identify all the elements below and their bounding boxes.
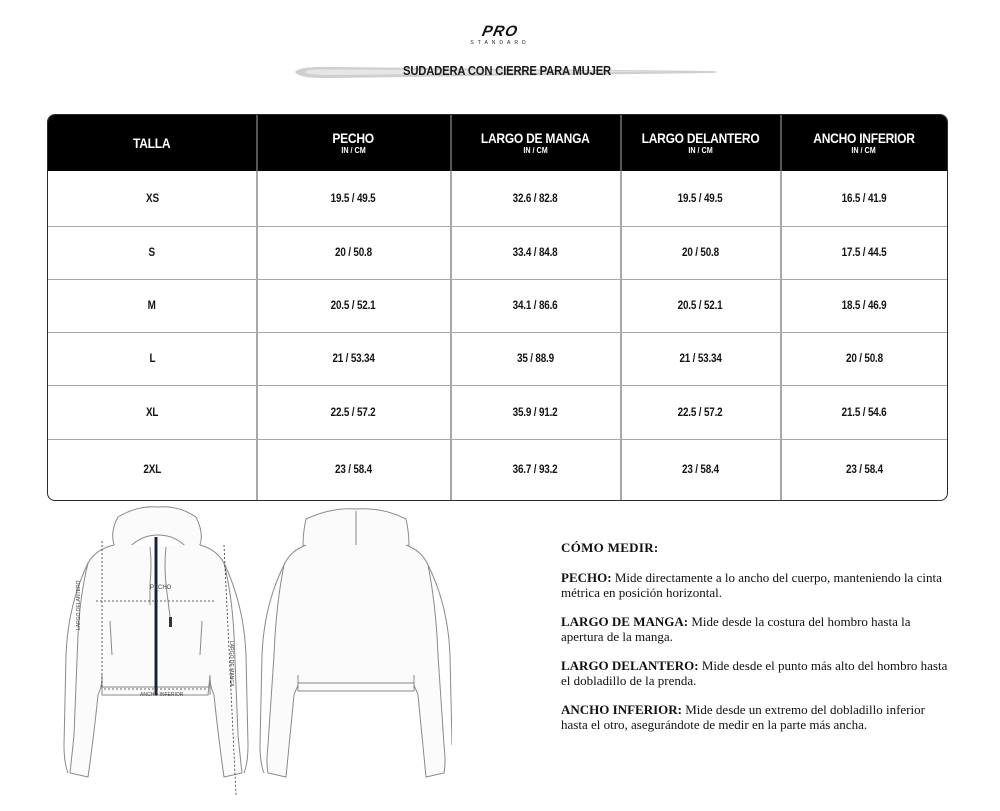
table-row bbox=[48, 171, 947, 226]
size-cell: 2XL bbox=[143, 464, 161, 476]
chest-cell: 20 / 50.8 bbox=[335, 247, 372, 259]
bottom-width-measure-label: ANCHO INFERIOR bbox=[140, 692, 184, 698]
header-pecho bbox=[257, 115, 450, 171]
front-length-cell: 20.5 / 52.1 bbox=[678, 300, 723, 312]
instruction-term: PECHO: bbox=[561, 570, 612, 585]
chest-measure-label: PECHO bbox=[150, 585, 172, 591]
header-label: TALLA bbox=[133, 135, 171, 151]
brand-tagline: STANDARD bbox=[470, 40, 530, 46]
instruction-term: LARGO DE MANGA: bbox=[561, 614, 689, 629]
size-cell: XS bbox=[145, 192, 159, 205]
header-largo-manga bbox=[451, 115, 620, 171]
instruction-item bbox=[561, 570, 951, 600]
front-length-cell: 22.5 / 57.2 bbox=[678, 406, 723, 419]
front-length-measure-label: LARGO DELANTERO bbox=[76, 580, 82, 630]
header-unit: IN / CM bbox=[851, 146, 877, 155]
table-row bbox=[48, 226, 947, 279]
front-length-cell: 20 / 50.8 bbox=[682, 247, 719, 259]
bottom-width-cell: 20 / 50.8 bbox=[845, 353, 883, 365]
sleeve-cell: 36.7 / 93.2 bbox=[513, 464, 558, 476]
sleeve-cell: 35.9 / 91.2 bbox=[513, 406, 558, 419]
chest-cell: 22.5 / 57.2 bbox=[331, 406, 376, 419]
instruction-text: Mide desde un extremo del dobladillo inferior hasta el otro, asegurándote de medir en la parte más ancha. bbox=[561, 702, 925, 732]
front-length-cell: 23 / 58.4 bbox=[682, 464, 719, 476]
header-ancho-inferior bbox=[781, 115, 947, 171]
header-label: LARGO DELANTERO bbox=[641, 130, 760, 146]
header-label: ANCHO INFERIOR bbox=[813, 130, 915, 146]
chest-cell: 23 / 58.4 bbox=[335, 464, 372, 476]
instructions-title: CÓMO MEDIR: bbox=[561, 540, 659, 555]
measurement-instructions bbox=[561, 540, 951, 746]
size-cell: S bbox=[148, 247, 156, 259]
chest-cell: 20.5 / 52.1 bbox=[331, 300, 376, 312]
header-largo-delantero bbox=[621, 115, 780, 171]
chest-cell: 21 / 53.34 bbox=[332, 353, 375, 365]
header-unit: IN / CM bbox=[688, 146, 713, 155]
size-chart-table bbox=[47, 114, 948, 501]
sleeve-cell: 33.4 / 84.8 bbox=[513, 247, 558, 259]
brand-logo bbox=[462, 25, 538, 53]
instruction-term: LARGO DELANTERO: bbox=[561, 658, 699, 673]
header-label: LARGO DE MANGA bbox=[481, 130, 590, 146]
page-title-banner bbox=[293, 62, 721, 82]
bottom-width-cell: 16.5 / 41.9 bbox=[841, 192, 887, 205]
bottom-width-cell: 17.5 / 44.5 bbox=[841, 247, 887, 259]
chest-cell: 19.5 / 49.5 bbox=[331, 192, 376, 205]
sleeve-cell: 35 / 88.9 bbox=[517, 353, 554, 365]
instruction-item bbox=[561, 702, 951, 732]
page-title: SUDADERA CON CIERRE PARA MUJER bbox=[403, 64, 611, 78]
sleeve-cell: 32.6 / 82.8 bbox=[513, 192, 558, 205]
table-header-row bbox=[48, 115, 947, 171]
instruction-item bbox=[561, 614, 951, 644]
header-unit: IN / CM bbox=[523, 146, 548, 155]
size-cell: L bbox=[149, 353, 155, 365]
bottom-width-cell: 21.5 / 54.6 bbox=[841, 406, 887, 419]
instruction-text: Mide directamente a lo ancho del cuerpo, manteniendo la cinta métrica en posición horizontal. bbox=[561, 570, 942, 600]
hoodie-front-drawing bbox=[58, 505, 254, 805]
instruction-text: Mide desde el punto más alto del hombro hasta el dobladillo de la prenda. bbox=[561, 658, 948, 688]
sleeve-cell: 34.1 / 86.6 bbox=[513, 300, 558, 312]
hoodie-back-drawing bbox=[256, 505, 452, 805]
instruction-term: ANCHO INFERIOR: bbox=[561, 702, 682, 717]
header-talla bbox=[48, 115, 256, 171]
table-row bbox=[48, 332, 947, 385]
size-cell: XL bbox=[145, 406, 159, 419]
instruction-text: Mide desde la costura del hombro hasta la apertura de la manga. bbox=[561, 614, 911, 644]
front-length-cell: 21 / 53.34 bbox=[679, 353, 722, 365]
size-cell: M bbox=[147, 300, 157, 312]
header-unit: IN / CM bbox=[341, 146, 366, 155]
bottom-width-cell: 18.5 / 46.9 bbox=[841, 300, 887, 312]
front-length-cell: 19.5 / 49.5 bbox=[678, 192, 723, 205]
bottom-width-cell: 23 / 58.4 bbox=[845, 464, 883, 476]
instruction-item bbox=[561, 658, 951, 688]
header-label: PECHO bbox=[332, 130, 375, 146]
brand-name: PRO bbox=[480, 23, 520, 40]
sleeve-length-measure-label: LARGO DE MANGA bbox=[228, 641, 234, 687]
table-row bbox=[48, 439, 947, 500]
table-row bbox=[48, 279, 947, 332]
table-row bbox=[48, 385, 947, 439]
